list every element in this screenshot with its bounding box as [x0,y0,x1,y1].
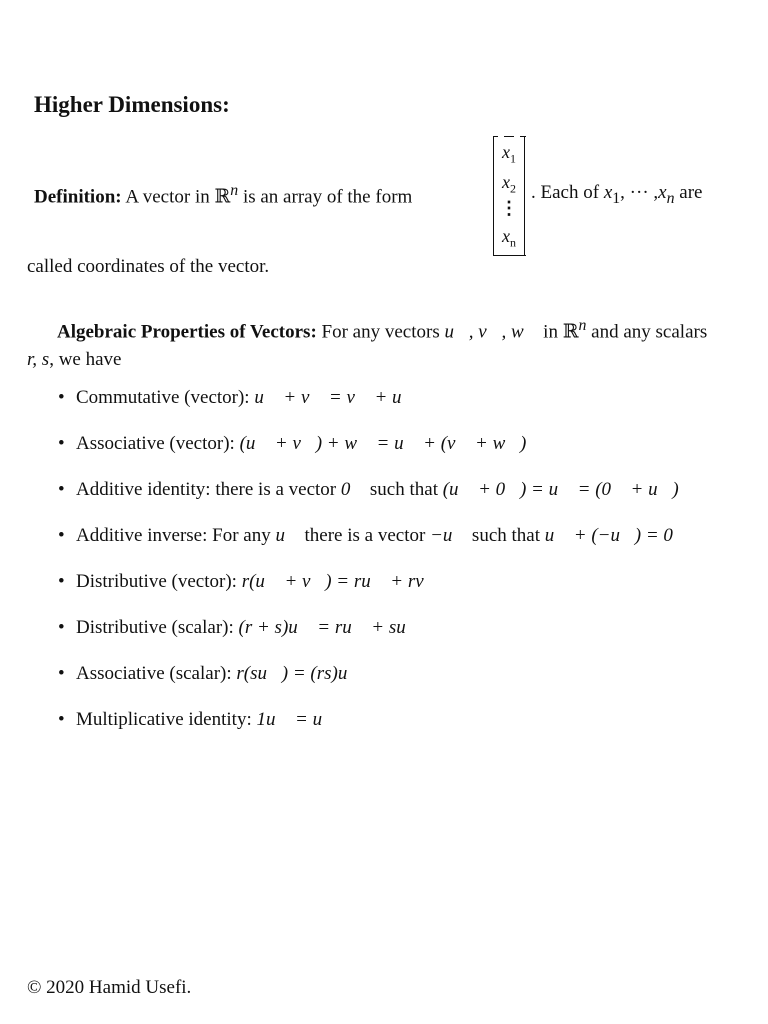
list-item: • Distributive (scalar): (r + s)u⃗ = ru⃗ + su⃗ [58,614,688,660]
properties-intro: Algebraic Properties of Vectors: For any vectors u⃗, v⃗, w⃗ in ℝ$^n$ and any scalars r, s, we have [27,317,708,371]
bullet-icon: • [58,387,65,408]
matrix-entry-x2: $x_2$ [502,172,516,196]
section-heading: Higher Dimensions: [34,92,230,117]
bullet-icon: • [58,479,65,500]
definition-text-right: . Each of $x_1$, ··· $,x_n$ are [531,182,703,207]
column-vector-matrix [493,136,525,256]
matrix-entry-x1: $x_1$ [502,142,516,166]
bullet-icon: • [58,525,65,546]
list-item: • Multiplicative identity: 1u⃗ = u⃗ [58,706,688,752]
matrix-entry-xn: $x_n$ [502,226,516,250]
definition-block [34,136,742,260]
definition-text-before-sup: n [230,182,239,199]
definition-text-before: A vector in ℝ [125,186,231,208]
list-item: • Commutative (vector): u⃗ + v⃗ = v⃗ + u⃗ [58,384,688,430]
properties-list [58,384,688,752]
matrix-vdots: ⋮ [500,198,518,218]
definition-continuation: called coordinates of the vector. [27,256,270,277]
definition-label: Definition: [34,186,122,208]
definition-text-left [34,182,412,208]
copyright-footer: © 2020 Hamid Usefi. [27,977,192,998]
bullet-icon: • [58,709,65,730]
list-item: • Distributive (vector): r(u⃗ + v⃗) = ru⃗ + rv⃗ [58,568,688,614]
properties-label: Algebraic Properties of Vectors: [57,321,317,343]
list-item: • Associative (vector): (u⃗ + v⃗) + w⃗ = u⃗ + (v⃗ + w⃗) [58,430,688,476]
bullet-icon: • [58,571,65,592]
bullet-icon: • [58,663,65,684]
bullet-icon: • [58,617,65,638]
bullet-icon: • [58,433,65,454]
list-item: • Associative (scalar): r(su⃗) = (rs)u⃗ [58,660,688,706]
definition-text-after: is an array of the form [238,186,413,208]
list-item: • Additive identity: there is a vector 0⃗ such that (u⃗ + 0⃗) = u⃗ = (0⃗ + u⃗) [58,476,688,522]
list-item: • Additive inverse: For any u⃗ there is a vector −u⃗ such that u⃗ + (−u⃗) = 0⃗ [58,522,688,568]
